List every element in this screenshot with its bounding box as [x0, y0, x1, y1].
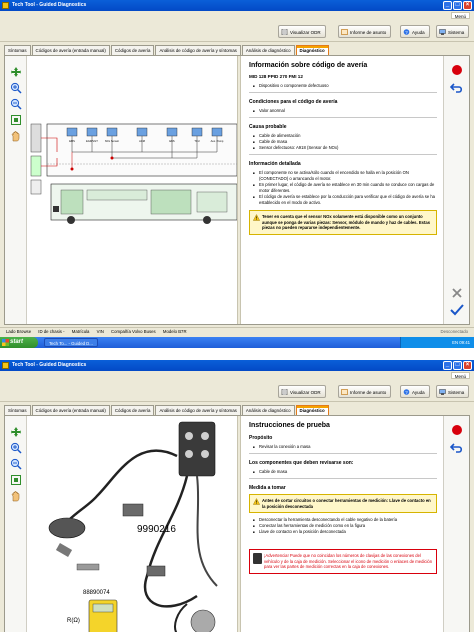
content-area	[4, 415, 470, 632]
alert-box	[249, 549, 437, 574]
tab-codigos[interactable]: Códigos de avería	[111, 405, 155, 415]
ecu-box-egr	[87, 128, 97, 136]
detail-list	[249, 170, 437, 206]
purpose-heading: Propósito	[249, 435, 273, 441]
alert-text: ¡Advertencia! Puede que no coincidan los números de clavijas de las conexiones del vehículo y de la caja de medición. Seleccionar el icono de medición o enlaces de medición para ver las partes de medición correctas en la caja de conexiones.	[264, 553, 433, 569]
zoom-in-icon[interactable]	[10, 442, 22, 454]
list-item: ■ Dispositivo o componente defectuoso	[259, 83, 437, 89]
components-list	[249, 469, 437, 475]
list-item: ■ Desconectar la herramienta desconectando el cable negativo de la batería	[259, 517, 437, 523]
back-arrow-icon[interactable]	[450, 82, 464, 94]
meter-warning-icon	[253, 553, 262, 564]
minimize-icon[interactable]: _	[443, 1, 452, 10]
system-icon	[439, 389, 446, 395]
app-icon	[2, 2, 9, 9]
cause-heading: Causa probable	[249, 124, 287, 130]
list-item: ■ El componente no se activa/sólo cuando el encendido se halla en la posición ON (CONECTADO) o arrancando el motor.	[259, 170, 437, 182]
back-arrow-icon[interactable]	[450, 442, 464, 454]
warning-icon	[253, 498, 260, 505]
ecu-box-ebs	[167, 128, 177, 136]
resistance-label: R(Ω)	[67, 618, 80, 624]
window-title: Tech Tool - Guided Diagnostics	[12, 2, 87, 8]
label-tcu: TCU	[194, 140, 200, 143]
ecu-box-nox	[107, 128, 117, 136]
label-nox: NOx Sensor	[104, 140, 120, 143]
maximize-icon[interactable]: □	[453, 1, 462, 10]
ecu-box-ems	[67, 128, 77, 136]
sistema-button[interactable]: Sistema	[436, 25, 469, 38]
title-bar	[0, 0, 474, 11]
move-icon[interactable]	[10, 66, 22, 78]
list-item: ■ Valor anormal	[259, 108, 437, 114]
status-matricula: Matrícula	[71, 329, 90, 334]
tab-codigos[interactable]: Códigos de avería	[111, 45, 155, 55]
measure-list	[249, 517, 437, 535]
components-heading: Los componentes que deben revisarse son:	[249, 460, 354, 466]
close-icon[interactable]: ×	[463, 361, 472, 370]
tab-diagnostico[interactable]: Diagnóstico	[296, 45, 329, 55]
tab-codigos-manual[interactable]: Códigos de avería (entrada manual)	[32, 45, 110, 55]
window-screenshot-2	[0, 360, 474, 632]
info-panel	[241, 56, 445, 324]
menu-button[interactable]: Menú	[451, 12, 470, 19]
tool-illustration	[27, 416, 237, 632]
conditions-heading: Condiciones para el código de avería	[249, 99, 338, 105]
document-icon	[281, 29, 288, 35]
label-ems: EMS	[69, 140, 75, 143]
panel-title: Instrucciones de prueba	[249, 422, 330, 429]
right-tool-column	[443, 56, 469, 324]
close-icon[interactable]: ×	[463, 1, 472, 10]
list-item: ■ Sensor defectuoso: A918 (Sensor de NOx)	[259, 145, 437, 151]
list-item: ■ En primer lugar, el código de avería se establece en 30 min cuando se conduce con cargas de motor diferentes.	[259, 182, 437, 194]
zoom-out-icon[interactable]	[10, 98, 22, 110]
label-acm: ACM	[139, 140, 145, 143]
report-icon	[341, 389, 348, 395]
title-bar	[0, 360, 474, 371]
part-number-label: 9990216	[137, 524, 176, 535]
tab-strip	[4, 45, 329, 55]
help-icon	[403, 29, 410, 35]
label-egr: EGR/VGT	[86, 140, 98, 143]
informe-asunto-button[interactable]: Informe de asunto	[338, 385, 391, 398]
conditions-list	[249, 108, 437, 114]
fuse-block	[31, 180, 41, 194]
warning-icon	[253, 214, 260, 221]
menu-button[interactable]: Menú	[451, 372, 470, 379]
status-bar	[0, 327, 474, 336]
status-modelo: Modelo B7R	[162, 329, 187, 334]
relay-block	[31, 156, 41, 176]
measure-warning-text: Antes de cortar circuitos o conectar herramientas de medición: Llave de contacto en la posición desconectada	[262, 498, 431, 509]
detail-heading: Información detallada	[249, 161, 301, 167]
label-ebs: EBS	[169, 140, 175, 143]
svg-text:?: ?	[405, 389, 408, 395]
tab-analisis-codigo[interactable]: Análisis de código de avería y síntomas	[155, 45, 240, 55]
tab-sintomas[interactable]: Síntomas	[4, 45, 31, 55]
document-icon	[281, 389, 288, 395]
system-tray: EN 09:41	[400, 337, 474, 348]
status-compania: Compañía Volvo Buses	[111, 329, 156, 334]
visualizar-odr-button[interactable]: Visualizar ODR	[278, 385, 326, 398]
sistema-button[interactable]: Sistema	[436, 385, 469, 398]
status-lado: Lado Browse	[6, 329, 32, 334]
right-tool-column	[443, 416, 469, 632]
wiring-diagram	[27, 56, 237, 324]
measure-warning-box	[249, 494, 437, 513]
record-icon[interactable]	[451, 64, 463, 76]
cancel-x-icon[interactable]	[451, 288, 463, 298]
breakout-box	[179, 422, 215, 476]
warning-box	[249, 210, 437, 235]
sensor-unit	[49, 518, 85, 538]
test-setup-illustration	[27, 416, 237, 632]
zoom-out-icon[interactable]	[10, 458, 22, 470]
cause-list	[249, 133, 437, 151]
tab-analisis-diagnostico[interactable]: Análisis de diagnóstico	[242, 45, 295, 55]
tab-diagnostico[interactable]: Diagnóstico	[296, 405, 329, 415]
left-tool-column	[5, 416, 27, 632]
record-icon[interactable]	[451, 424, 463, 436]
battery-block	[31, 124, 41, 152]
list-item: ■ Cable de masa	[259, 139, 437, 145]
minimize-icon[interactable]: _	[443, 361, 452, 370]
electrical-schematic	[27, 56, 237, 324]
informe-asunto-button[interactable]: Informe de asunto	[338, 25, 391, 38]
list-item: ■ Revisar la conexión a masa	[259, 444, 437, 450]
list-item: ■ Cable de alimentación	[259, 133, 437, 139]
status-connection: Desconectado	[440, 329, 468, 334]
content-area	[4, 55, 470, 325]
menu-bar	[0, 11, 474, 20]
list-item: ■ El código de avería se establece por la conducción para verificar que el código de avería se ha establecido en el modo de activo.	[259, 194, 437, 206]
maximize-icon[interactable]: □	[453, 361, 462, 370]
list-item: ■ Llave de contacto en la posición desconectada	[259, 529, 437, 535]
app-icon	[2, 362, 9, 369]
tab-analisis-diagnostico[interactable]: Análisis de diagnóstico	[242, 405, 295, 415]
purpose-list	[249, 444, 437, 450]
start-button[interactable]: start	[0, 337, 38, 348]
fault-code: MID 128 PPID 270 FMI 12	[249, 74, 303, 79]
component-list	[249, 83, 437, 89]
screenshot-separator	[0, 348, 474, 360]
measure-heading: Medida a tomar	[249, 485, 286, 491]
list-item: ■ Conectar las herramientas de medición como en la figura	[259, 523, 437, 529]
help-button[interactable]: ? Ayuda	[400, 25, 430, 38]
taskbar	[0, 337, 474, 348]
tab-sintomas[interactable]: Síntomas	[4, 405, 31, 415]
ecu-box-acm	[137, 128, 147, 136]
multimeter-number-label: 88890074	[83, 590, 110, 596]
report-icon	[341, 29, 348, 35]
help-button[interactable]: ? Ayuda	[400, 385, 430, 398]
tab-codigos-manual[interactable]: Códigos de avería (entrada manual)	[32, 405, 110, 415]
toolbar	[0, 20, 474, 42]
ecu-box-tcu	[192, 128, 202, 136]
check-icon[interactable]	[450, 304, 464, 316]
warning-text: Tener en cuenta que el sensor NOx solamente está disponible como un conjunto aunque se ponga de varias piezas: Sensor, módulo de mando y haz de cables. Estas piezas no pueden repararse independientemente.	[262, 214, 431, 230]
toolbar	[0, 380, 474, 402]
list-item: ■ Cable de masa	[259, 469, 437, 475]
help-icon	[403, 389, 410, 395]
left-tool-column	[5, 56, 27, 324]
status-chasis: ID de chasis -	[38, 329, 65, 334]
ecu-box-pump	[212, 128, 222, 136]
label-pump: Aux. Pump	[210, 140, 224, 143]
windows-flag-icon	[2, 339, 9, 346]
connector	[123, 504, 143, 516]
visualizar-odr-button[interactable]: Visualizar ODR	[278, 25, 326, 38]
move-icon[interactable]	[10, 426, 22, 438]
panel-title: Información sobre código de avería	[249, 62, 368, 69]
zoom-in-icon[interactable]	[10, 82, 22, 94]
status-vin: VIN	[96, 329, 104, 334]
hand-pan-icon[interactable]	[10, 490, 22, 502]
fit-view-icon[interactable]	[10, 474, 22, 486]
hand-pan-icon[interactable]	[10, 130, 22, 142]
system-icon	[439, 29, 446, 35]
svg-text:?: ?	[405, 29, 408, 35]
tab-analisis-codigo[interactable]: Análisis de código de avería y síntomas	[155, 405, 240, 415]
fit-view-icon[interactable]	[10, 114, 22, 126]
menu-bar	[0, 371, 474, 380]
tab-strip	[4, 405, 329, 415]
window-title: Tech Tool - Guided Diagnostics	[12, 362, 87, 368]
taskbar-item[interactable]: Tech To... - Guided D...	[44, 338, 98, 347]
instructions-panel	[241, 416, 445, 632]
